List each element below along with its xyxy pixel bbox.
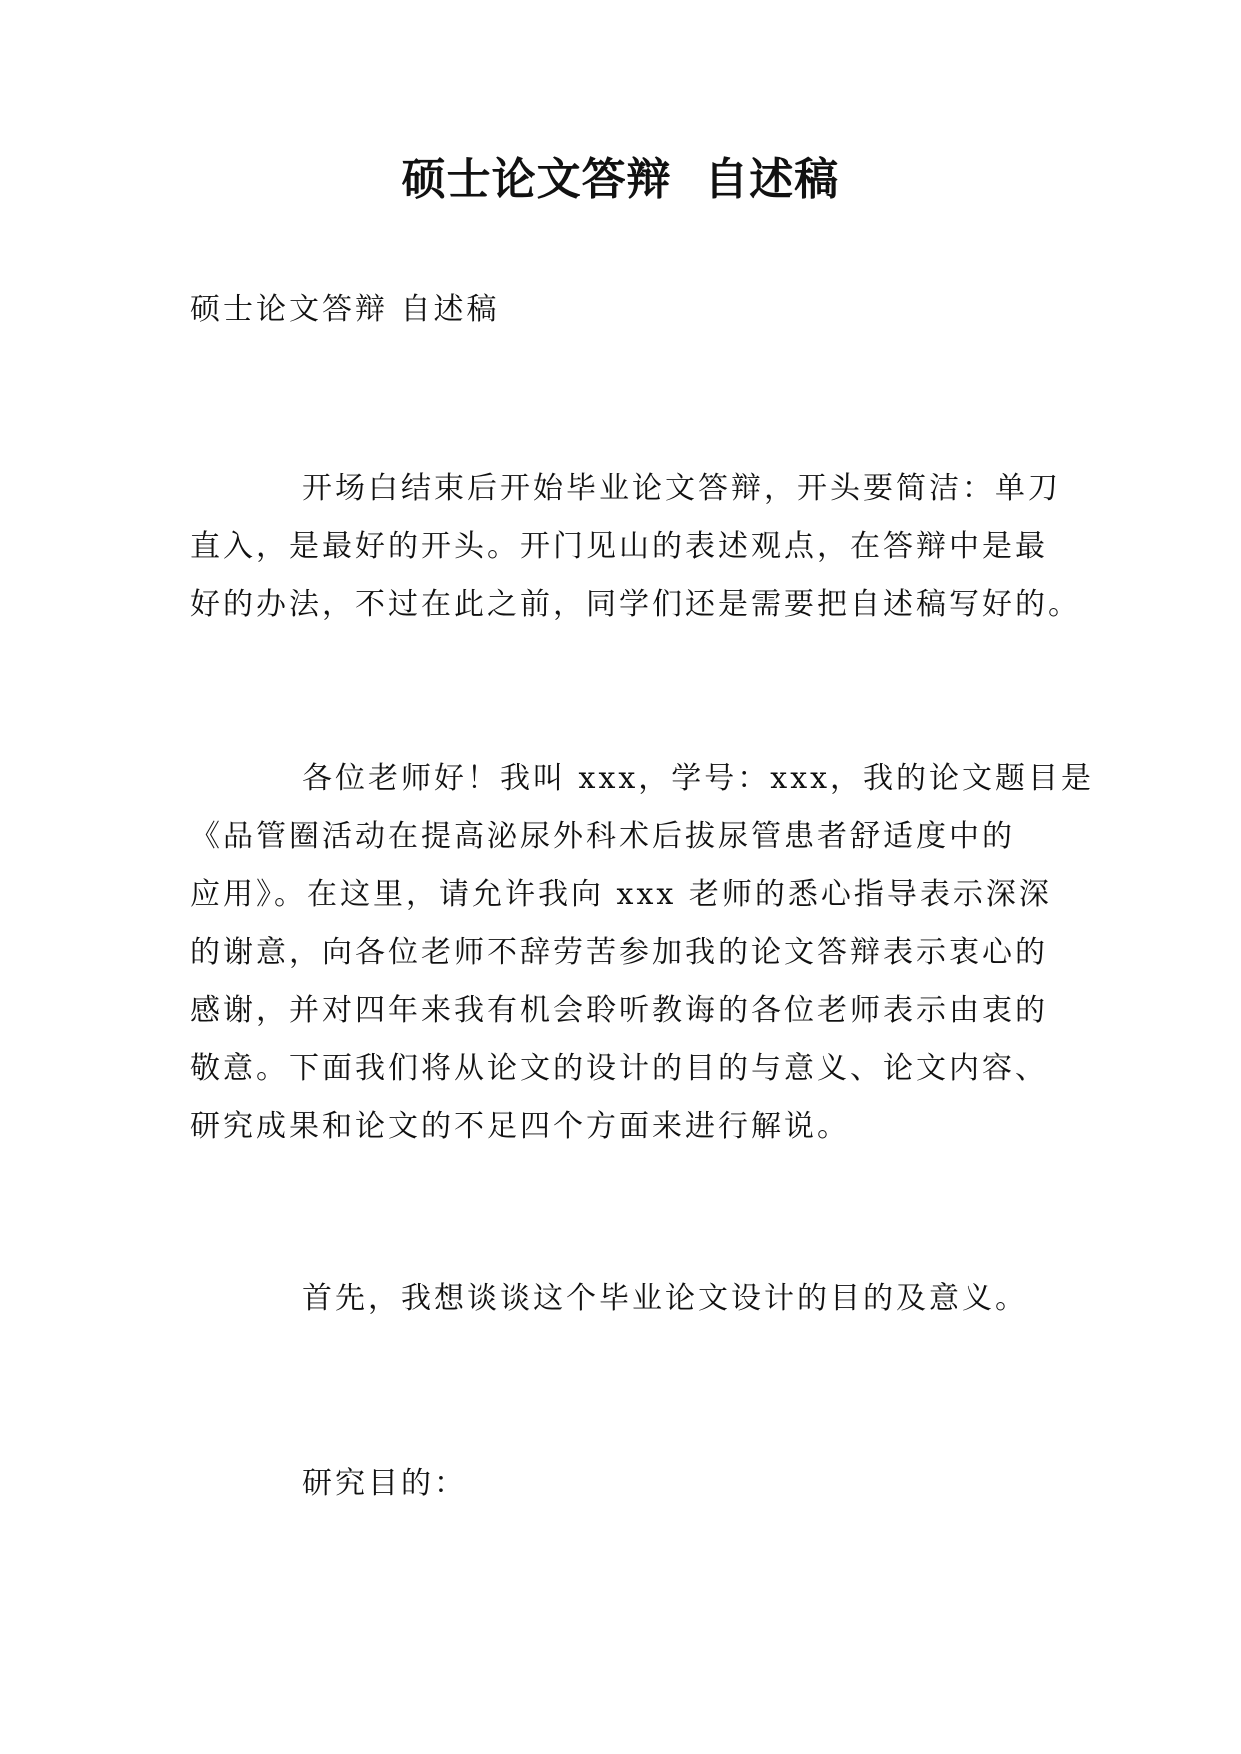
paragraph-line: 好的办法，不过在此之前，同学们还是需要把自述稿写好的。 [190, 587, 1081, 622]
paragraph-line: 敬意。下面我们将从论文的设计的目的与意义、论文内容、 [190, 1051, 1048, 1086]
document-title: 硕士论文答辩 自述稿 [401, 154, 840, 205]
paragraph-greeting [190, 750, 1095, 1156]
paragraph-line: 研究目的： [302, 1466, 467, 1501]
paragraph-line: 开场白结束后开始毕业论文答辩，开头要简洁：单刀 [302, 471, 1061, 506]
paragraph-line: 直入，是最好的开头。开门见山的表述观点，在答辩中是最 [190, 529, 1048, 564]
paragraph-line: 感谢，并对四年来我有机会聆听教诲的各位老师表示由衷的 [190, 993, 1048, 1028]
paragraph-line: 的谢意，向各位老师不辞劳苦参加我的论文答辩表示衷心的 [190, 935, 1048, 970]
paragraph-line: 应用》。在这里，请允许我向 xxx 老师的悉心指导表示深深 [190, 877, 1052, 912]
paragraph-purpose-intro [190, 1270, 1070, 1328]
paragraph-research-goal [190, 1455, 1070, 1513]
document-subtitle: 硕士论文答辩 自述稿 [190, 292, 500, 327]
paragraph-line: 研究成果和论文的不足四个方面来进行解说。 [190, 1109, 850, 1144]
paragraph-line: 首先，我想谈谈这个毕业论文设计的目的及意义。 [302, 1281, 1028, 1316]
paragraph-intro [190, 460, 1081, 634]
paragraph-line: 《品管圈活动在提高泌尿外科术后拔尿管患者舒适度中的 [190, 819, 1015, 854]
paragraph-line: 各位老师好！我叫 xxx，学号：xxx，我的论文题目是 [302, 761, 1095, 796]
